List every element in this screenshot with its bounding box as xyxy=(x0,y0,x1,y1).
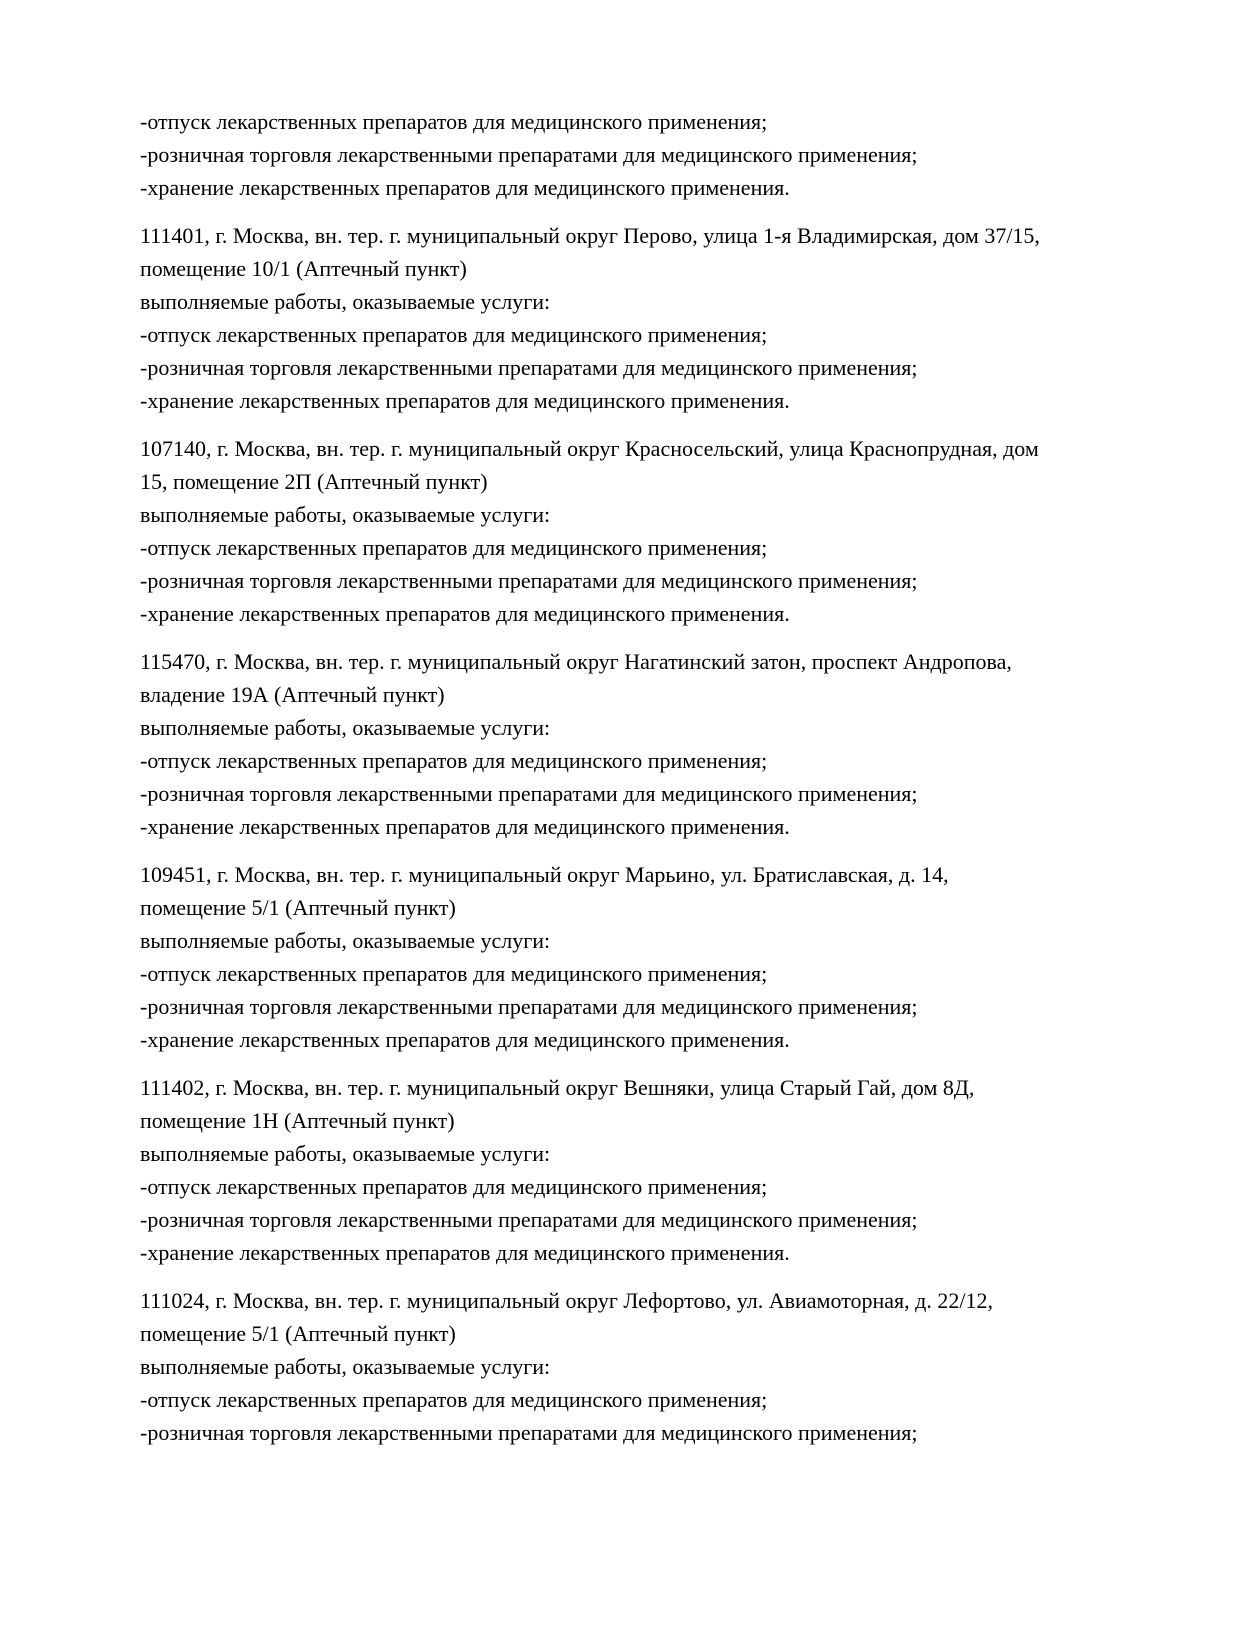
service-item: -отпуск лекарственных препаратов для медицинского применения; xyxy=(140,535,768,560)
service-item: -хранение лекарственных препаратов для медицинского применения. xyxy=(140,175,790,200)
address-line: 111401, г. Москва, вн. тер. г. муниципальный округ Перово, улица 1-я Владимирская, дом 37/15, xyxy=(140,223,1040,248)
works-label: выполняемые работы, оказываемые услуги: xyxy=(140,715,551,740)
works-label: выполняемые работы, оказываемые услуги: xyxy=(140,928,551,953)
intro-services-block xyxy=(140,105,1130,204)
service-item: -отпуск лекарственных препаратов для медицинского применения; xyxy=(140,322,768,347)
service-item: -отпуск лекарственных препаратов для медицинского применения; xyxy=(140,1387,768,1412)
service-item: -хранение лекарственных препаратов для медицинского применения. xyxy=(140,601,790,626)
service-item: -розничная торговля лекарственными препаратами для медицинского применения; xyxy=(140,781,918,806)
works-label: выполняемые работы, оказываемые услуги: xyxy=(140,1141,551,1166)
address-line: помещение 1Н (Аптечный пункт) xyxy=(140,1108,455,1133)
service-item: -розничная торговля лекарственными препаратами для медицинского применения; xyxy=(140,1207,918,1232)
license-entry xyxy=(140,645,1130,843)
service-item: -отпуск лекарственных препаратов для медицинского применения; xyxy=(140,748,768,773)
license-entry xyxy=(140,432,1130,630)
service-item: -хранение лекарственных препаратов для медицинского применения. xyxy=(140,388,790,413)
works-label: выполняемые работы, оказываемые услуги: xyxy=(140,289,551,314)
service-item: -розничная торговля лекарственными препаратами для медицинского применения; xyxy=(140,994,918,1019)
address-line: 115470, г. Москва, вн. тер. г. муниципальный округ Нагатинский затон, проспект Андропова, xyxy=(140,649,1012,674)
service-item: -хранение лекарственных препаратов для медицинского применения. xyxy=(140,1240,790,1265)
license-entry xyxy=(140,1284,1130,1449)
service-item: -хранение лекарственных препаратов для медицинского применения. xyxy=(140,1027,790,1052)
service-item: -отпуск лекарственных препаратов для медицинского применения; xyxy=(140,109,768,134)
address-line: 111024, г. Москва, вн. тер. г. муниципальный округ Лефортово, ул. Авиамоторная, д. 22/12, xyxy=(140,1288,993,1313)
works-label: выполняемые работы, оказываемые услуги: xyxy=(140,502,551,527)
address-line: 109451, г. Москва, вн. тер. г. муниципальный округ Марьино, ул. Братиславская, д. 14, xyxy=(140,862,949,887)
address-line: 15, помещение 2П (Аптечный пункт) xyxy=(140,469,488,494)
service-item: -розничная торговля лекарственными препаратами для медицинского применения; xyxy=(140,1420,918,1445)
service-item: -розничная торговля лекарственными препаратами для медицинского применения; xyxy=(140,142,918,167)
address-line: помещение 10/1 (Аптечный пункт) xyxy=(140,256,467,281)
service-item: -хранение лекарственных препаратов для медицинского применения. xyxy=(140,814,790,839)
service-item: -отпуск лекарственных препаратов для медицинского применения; xyxy=(140,1174,768,1199)
address-line: 111402, г. Москва, вн. тер. г. муниципальный округ Вешняки, улица Старый Гай, дом 8Д, xyxy=(140,1075,975,1100)
address-line: помещение 5/1 (Аптечный пункт) xyxy=(140,895,456,920)
service-item: -отпуск лекарственных препаратов для медицинского применения; xyxy=(140,961,768,986)
address-line: владение 19А (Аптечный пункт) xyxy=(140,682,445,707)
license-entry xyxy=(140,1071,1130,1269)
service-item: -розничная торговля лекарственными препаратами для медицинского применения; xyxy=(140,568,918,593)
license-entry xyxy=(140,219,1130,417)
license-entry xyxy=(140,858,1130,1056)
address-line: 107140, г. Москва, вн. тер. г. муниципальный округ Красносельский, улица Краснопрудная, дом xyxy=(140,436,1039,461)
address-line: помещение 5/1 (Аптечный пункт) xyxy=(140,1321,456,1346)
works-label: выполняемые работы, оказываемые услуги: xyxy=(140,1354,551,1379)
service-item: -розничная торговля лекарственными препаратами для медицинского применения; xyxy=(140,355,918,380)
